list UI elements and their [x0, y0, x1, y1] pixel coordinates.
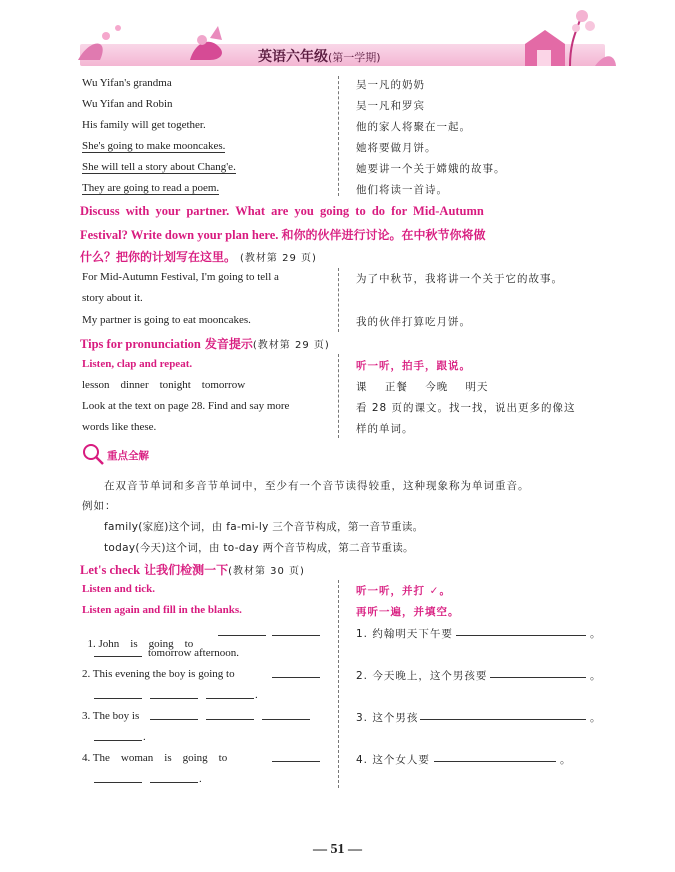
column-divider-2 — [338, 268, 339, 332]
partner-plan-en: My partner is going to eat mooncakes. — [82, 314, 251, 326]
q2-blank-2[interactable] — [94, 689, 142, 699]
table1-row-en: Wu Yifan's grandma — [82, 77, 172, 89]
q2-zh: 2. 今天晚上，这个男孩要 — [356, 670, 488, 682]
q4-en: 4. The woman is going to — [82, 752, 228, 764]
table1-row-en: She's going to make mooncakes. — [82, 140, 226, 152]
tips-listen-zh: 听一听，拍手，跟说。 — [356, 360, 471, 372]
tips-look-zh: 看 28 页的课文。找一找，说出更多的像这 — [356, 402, 576, 414]
tips-title-en: Tips for pronunciation — [80, 337, 201, 351]
q3-end-dot: . — [143, 731, 146, 743]
magnifier-icon — [80, 442, 106, 466]
q4-period: 。 — [560, 754, 572, 766]
page-number: — 51 — — [313, 842, 362, 857]
tips-look-zh-cont: 样的单词。 — [356, 423, 414, 435]
discuss-instruction-line2 — [80, 226, 486, 243]
tips-look-en-cont: words like these. — [82, 421, 157, 433]
q3-period: 。 — [590, 712, 602, 724]
check-fill-zh: 再听一遍，并填空。 — [356, 606, 460, 618]
table1-row-en: Wu Yifan and Robin — [82, 98, 173, 110]
check-ref: (教材第 30 页) — [228, 566, 305, 577]
check-tick-en: Listen and tick. — [82, 583, 156, 595]
discuss-answer-en: For Mid-Autumn Festival, I'm going to tell a — [82, 271, 279, 283]
column-divider-3 — [338, 354, 339, 438]
discuss-ref: (教材第 29 页) — [240, 253, 317, 264]
q3-blank-1[interactable] — [150, 710, 198, 720]
q3-zh-blank[interactable] — [420, 710, 586, 720]
key-points-example-label: 例如： — [82, 500, 117, 512]
q2-blank-3[interactable] — [150, 689, 198, 699]
table1-row-en: They are going to read a poem. — [82, 182, 220, 194]
table1-row-zh: 吴一凡的奶奶 — [356, 79, 425, 91]
header-title-text: 英语六年级 — [258, 49, 328, 65]
table1-row-zh: 吴一凡和罗宾 — [356, 100, 425, 112]
q1-period: 。 — [590, 628, 602, 640]
key-example-family: family(家庭)这个词，由 fa-mi-ly 三个音节构成，第一音节重读。 — [104, 521, 424, 533]
discuss-instruction-line3 — [80, 248, 317, 266]
q4-blank-1[interactable] — [272, 752, 320, 762]
q4-zh: 4. 这个女人要 — [356, 754, 430, 766]
q3-zh: 3. 这个男孩 — [356, 712, 419, 724]
check-title-en: Let's check — [80, 563, 141, 577]
q3-blank-2[interactable] — [206, 710, 254, 720]
discuss-answer-en-cont: story about it. — [82, 292, 143, 304]
table1-row-zh: 他们将读一首诗。 — [356, 184, 448, 196]
table1-row-zh: 他的家人将聚在一起。 — [356, 121, 471, 133]
tips-title-zh: 发音提示 — [204, 337, 253, 351]
header-decoration-right-icon — [510, 6, 620, 68]
key-points-label: 重点全解 — [107, 450, 149, 462]
table1-row-en: His family will get together. — [82, 119, 206, 131]
q3-blank-3[interactable] — [262, 710, 310, 720]
q1-zh: 1. 约翰明天下午要 — [356, 628, 453, 640]
q4-blank-2[interactable] — [94, 773, 142, 783]
q4-end-dot: . — [199, 773, 202, 785]
q2-blank-1[interactable] — [272, 668, 320, 678]
table1-row-zh: 她要讲一个关于嫦娥的故事。 — [356, 163, 506, 175]
q3-blank-4[interactable] — [94, 731, 142, 741]
column-divider-1 — [338, 76, 339, 196]
header-decoration-left-icon — [70, 18, 240, 68]
q1-blank-3[interactable] — [94, 647, 142, 657]
key-example-today: today(今天)这个词，由 to-day 两个音节构成，第二音节重读。 — [104, 542, 414, 554]
discuss-line3-zh: 什么？把你的计划写在这里。 — [80, 250, 237, 264]
q1-en-text: 1. John is going to — [87, 638, 194, 650]
q2-blank-4[interactable] — [206, 689, 254, 699]
key-points-paragraph: 在双音节单词和多音节单词中，至少有一个音节读得较重，这种现象称为单词重音。 — [104, 480, 530, 492]
check-title-zh: 让我们检测一下 — [144, 563, 229, 577]
header-subtitle: (第一学期) — [328, 51, 381, 64]
check-fill-en: Listen again and fill in the blanks. — [82, 604, 242, 616]
q3-en: 3. The boy is — [82, 710, 140, 722]
column-divider-4 — [338, 580, 339, 788]
header-title — [258, 46, 381, 66]
tips-listen-en: Listen, clap and repeat. — [82, 358, 193, 370]
partner-plan-zh: 我的伙伴打算吃月饼。 — [356, 316, 471, 328]
q4-blank-3[interactable] — [150, 773, 198, 783]
discuss-instruction-line1: Discuss with your partner. What are you going to do for Mid-Autumn — [80, 204, 484, 218]
check-tick-zh: 听一听，并打 ✓。 — [356, 585, 451, 597]
q1-blank-2[interactable] — [272, 626, 320, 636]
q1-en-cont: tomorrow afternoon. — [148, 647, 240, 659]
tips-words-en: lesson dinner tonight tomorrow — [82, 379, 246, 391]
tips-heading — [80, 335, 330, 353]
table1-row-en: She will tell a story about Chang'e. — [82, 161, 236, 173]
q1-zh-blank[interactable] — [456, 626, 586, 636]
table1-row-zh: 她将要做月饼。 — [356, 142, 437, 154]
q2-en: 2. This evening the boy is going to — [82, 668, 235, 680]
q1-blank-1[interactable] — [218, 626, 266, 636]
discuss-answer-zh: 为了中秋节，我将讲一个关于它的故事。 — [356, 273, 563, 285]
discuss-line2-zh: 和你的伙伴进行讨论。在中秋节你将做 — [281, 228, 486, 242]
q2-period: 。 — [590, 670, 602, 682]
q4-zh-blank[interactable] — [434, 752, 556, 762]
tips-look-en: Look at the text on page 28. Find and say more — [82, 400, 290, 412]
q2-zh-blank[interactable] — [490, 668, 586, 678]
q2-end-dot: . — [255, 689, 258, 701]
tips-words-zh: 课 正餐 今晚 明天 — [356, 381, 489, 393]
check-heading — [80, 561, 305, 579]
tips-ref: (教材第 29 页) — [252, 340, 330, 351]
discuss-line2-en: Festival? Write down your plan here. — [80, 228, 279, 242]
